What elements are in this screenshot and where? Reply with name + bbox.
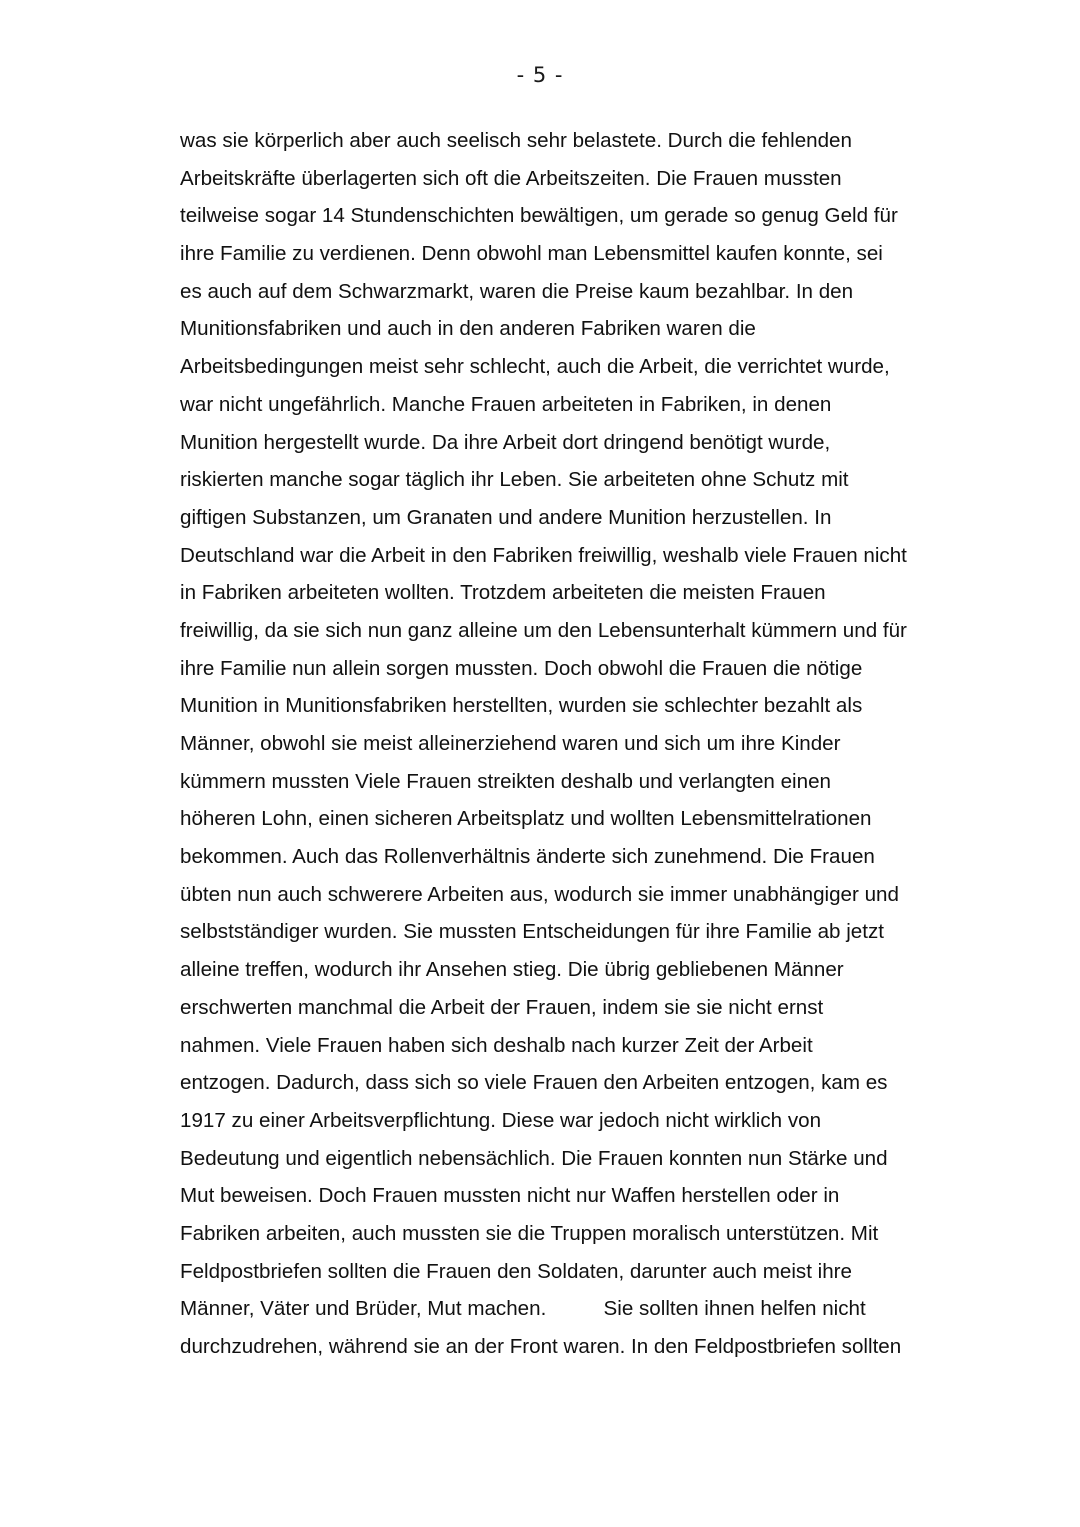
- text-line: Munition in Munitionsfabriken herstellten, wurden sie schlechter bezahlt als: [180, 694, 863, 718]
- text-line: höheren Lohn, einen sicheren Arbeitsplatz und wollten Lebensmittelrationen: [180, 807, 872, 831]
- text-line: teilweise sogar 14 Stundenschichten bewältigen, um gerade so genug Geld für: [180, 204, 898, 228]
- text-line: ihre Familie nun allein sorgen mussten. Doch obwohl die Frauen die nötige: [180, 656, 863, 680]
- text-line: Arbeitskräfte überlagerten sich oft die Arbeitszeiten. Die Frauen mussten: [180, 166, 842, 190]
- text-line: durchzudrehen, während sie an der Front waren. In den Feldpostbriefen sollten: [180, 1335, 902, 1358]
- text-line: riskierten manche sogar täglich ihr Leben. Sie arbeiteten ohne Schutz mit: [180, 468, 849, 492]
- text-line: bekommen. Auch das Rollenverhältnis änderte sich zunehmend. Die Frauen: [180, 845, 875, 869]
- text-line: Bedeutung und eigentlich nebensächlich. Die Frauen konnten nun Stärke und: [180, 1146, 888, 1170]
- text-line: was sie körperlich aber auch seelisch sehr belastete. Durch die fehlenden: [180, 129, 852, 152]
- page-number: - 5 -: [516, 63, 564, 87]
- text-line: freiwillig, da sie sich nun ganz alleine um den Lebensunterhalt kümmern und für: [180, 618, 907, 642]
- text-line: entzogen. Dadurch, dass sich so viele Frauen den Arbeiten entzogen, kam es: [180, 1071, 888, 1095]
- text-line: kümmern mussten Viele Frauen streikten deshalb und verlangten einen: [180, 769, 831, 793]
- text-line: Munitionsfabriken und auch in den anderen Fabriken waren die: [180, 317, 756, 341]
- text-line: es auch auf dem Schwarzmarkt, waren die Preise kaum bezahlbar. In den: [180, 279, 854, 303]
- text-line: Arbeitsbedingungen meist sehr schlecht, auch die Arbeit, die verrichtet wurde,: [180, 355, 890, 379]
- text-line: Munition hergestellt wurde. Da ihre Arbeit dort dringend benötigt wurde,: [180, 430, 831, 454]
- text-line: selbstständiger wurden. Sie mussten Entscheidungen für ihre Familie ab jetzt: [180, 920, 884, 944]
- body-paragraph: [180, 122, 1000, 1366]
- text-line: Feldpostbriefen sollten die Frauen den Soldaten, darunter auch meist ihre: [180, 1259, 852, 1283]
- text-line: Männer, Väter und Brüder, Mut machen. Sie sollten ihnen helfen nicht: [180, 1297, 866, 1321]
- text-line: Mut beweisen. Doch Frauen mussten nicht nur Waffen herstellen oder in: [180, 1184, 840, 1208]
- text-line: Deutschland war die Arbeit in den Fabriken freiwillig, weshalb viele Frauen nicht: [180, 543, 907, 567]
- text-line: ihre Familie zu verdienen. Denn obwohl man Lebensmittel kaufen konnte, sei: [180, 242, 883, 266]
- text-line: alleine treffen, wodurch ihr Ansehen stieg. Die übrig gebliebenen Männer: [180, 958, 844, 982]
- text-line: nahmen. Viele Frauen haben sich deshalb nach kurzer Zeit der Arbeit: [180, 1033, 813, 1057]
- text-line: Männer, obwohl sie meist alleinerziehend waren und sich um ihre Kinder: [180, 732, 841, 755]
- text-line: Fabriken arbeiten, auch mussten sie die Truppen moralisch unterstützen. Mit: [180, 1221, 879, 1245]
- text-line: erschwerten manchmal die Arbeit der Frauen, indem sie sie nicht ernst: [180, 995, 824, 1019]
- text-line: war nicht ungefährlich. Manche Frauen arbeiteten in Fabriken, in denen: [180, 392, 832, 416]
- text-line: übten nun auch schwerere Arbeiten aus, wodurch sie immer unabhängiger und: [180, 882, 899, 906]
- text-line: giftigen Substanzen, um Granaten und andere Munition herzustellen. In: [180, 505, 832, 529]
- text-line: in Fabriken arbeiteten wollten. Trotzdem arbeiteten die meisten Frauen: [180, 581, 826, 605]
- text-line: 1917 zu einer Arbeitsverpflichtung. Diese war jedoch nicht wirklich von: [180, 1108, 822, 1132]
